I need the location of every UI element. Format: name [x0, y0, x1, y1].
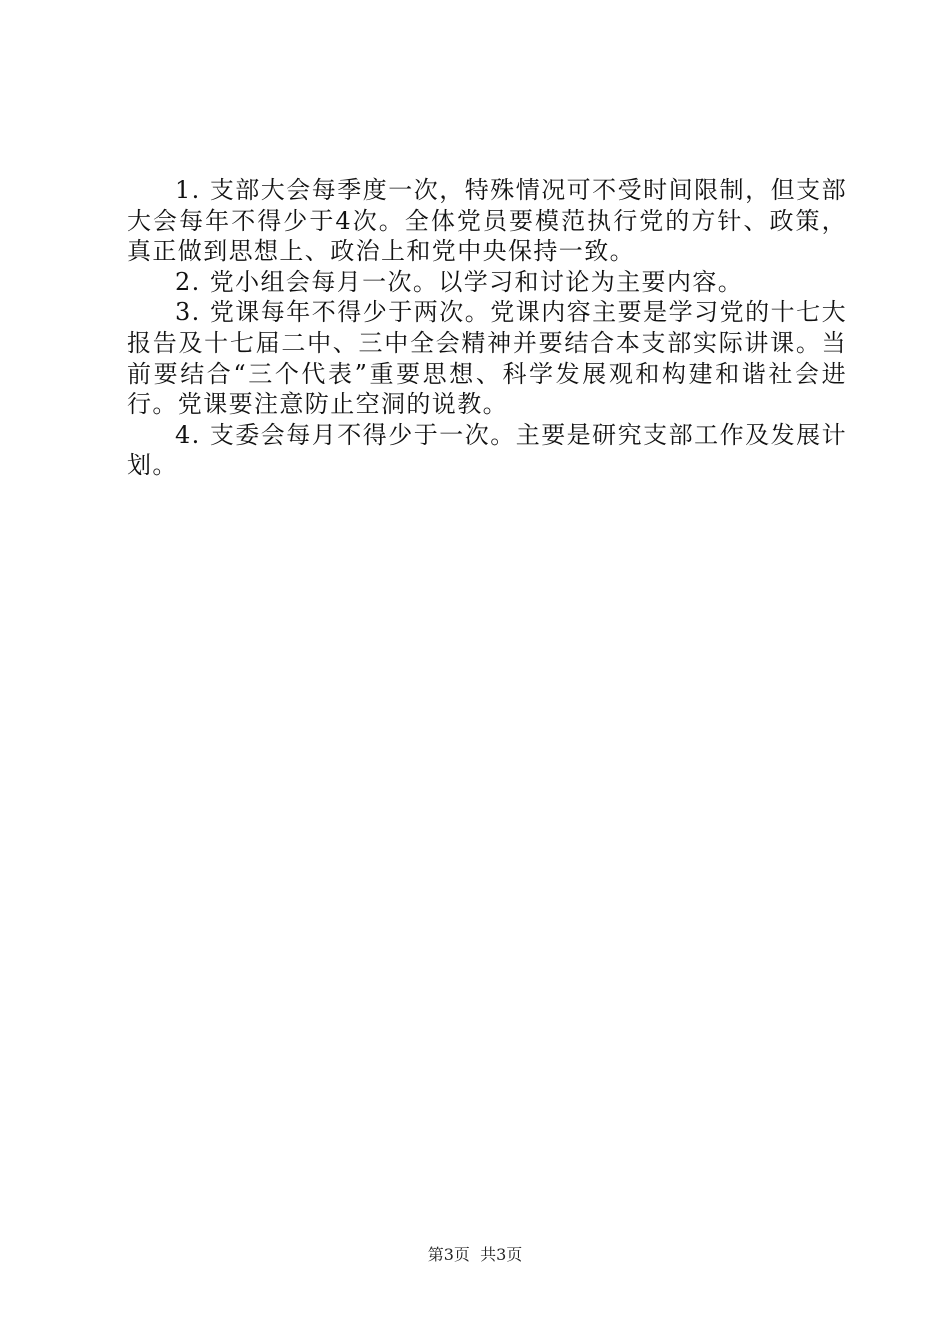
paragraph-party-group-meeting: 2. 党小组会每月一次。以学习和讨论为主要内容。: [175, 267, 744, 296]
paragraph-party-lecture: 3. 党课每年不得少于两次。党课内容主要是学习党的十七大报告及十七届二中、三中全会精神并要结合本支部实际讲课。当前要结合“三个代表”重要思想、科学发展观和构建和谐社会进行。党课要注意防止空洞的说教。: [127, 298, 847, 419]
paragraph-branch-meeting: 1. 支部大会每季度一次，特殊情况可不受时间限制，但支部大会每年不得少于4次。全体党员要模范执行党的方针、政策，真正做到思想上、政治上和党中央保持一致。: [127, 176, 847, 266]
paragraph-committee-meeting: 4. 支委会每月不得少于一次。主要是研究支部工作及发展计划。: [127, 420, 847, 480]
page-number-footer: 第3页 共3页: [427, 1245, 523, 1264]
document-body: [127, 175, 847, 481]
